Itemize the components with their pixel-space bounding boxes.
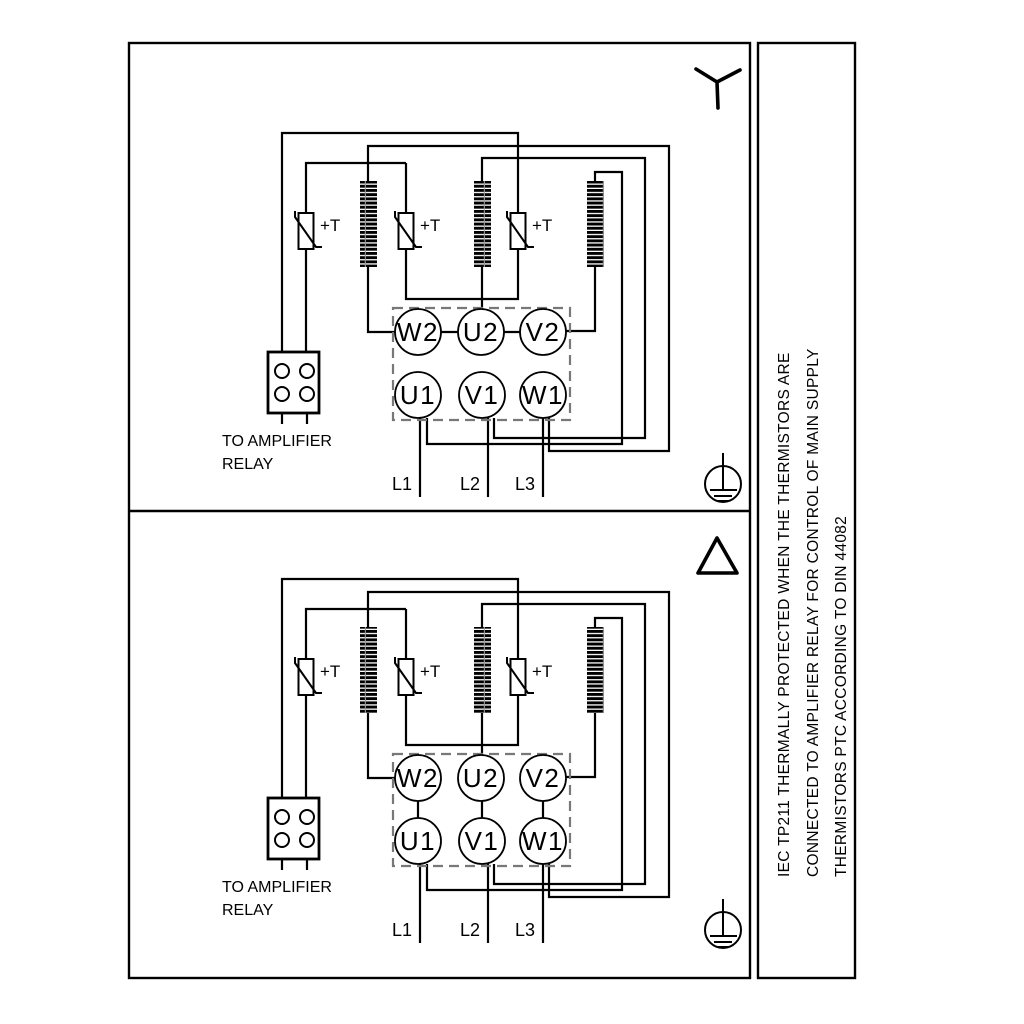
winding-coil (587, 181, 604, 267)
terminal-label: U1 (399, 380, 437, 410)
terminal-w2 (395, 309, 441, 355)
terminal-w1 (520, 818, 566, 864)
terminal-label: V1 (464, 826, 500, 856)
note-line-3: THERMISTORS PTC ACCORDING TO DIN 44082 (833, 515, 850, 877)
terminal-label: U2 (462, 317, 500, 347)
terminal-label: W2 (397, 763, 439, 793)
winding-coil (587, 627, 604, 713)
note-line-2: CONNECTED TO AMPLIFIER RELAY FOR CONTROL OF MAIN SUPPLY (805, 348, 822, 877)
thermistor-label: +T (320, 216, 341, 235)
winding-coil (360, 627, 377, 713)
terminal-u2 (458, 755, 504, 801)
terminal-u2 (458, 309, 504, 355)
terminal-v1 (459, 818, 505, 864)
supply-label-l3: L3 (514, 920, 535, 940)
terminal-v2 (520, 309, 566, 355)
terminal-label: V1 (464, 380, 500, 410)
thermistor-label: +T (532, 216, 553, 235)
supply-label-l2: L2 (459, 920, 480, 940)
thermistor-label: +T (532, 662, 553, 681)
relay-caption-line2: RELAY (222, 902, 274, 919)
terminal-label: W1 (522, 826, 564, 856)
thermistor-label: +T (420, 216, 441, 235)
winding-coil (474, 627, 491, 713)
relay-caption-line2: RELAY (222, 456, 274, 473)
terminal-label: U2 (462, 763, 500, 793)
thermistor-label: +T (320, 662, 341, 681)
relay-caption-line1: TO AMPLIFIER (222, 433, 332, 450)
thermistor-label: +T (420, 662, 441, 681)
supply-label-l3: L3 (514, 474, 535, 494)
supply-label-l1: L1 (391, 920, 412, 940)
winding-coil (360, 181, 377, 267)
terminal-w1 (520, 372, 566, 418)
terminal-label: W2 (397, 317, 439, 347)
terminal-label: V2 (525, 763, 561, 793)
relay-caption-line1: TO AMPLIFIER (222, 879, 332, 896)
winding-coil (474, 181, 491, 267)
terminal-v1 (459, 372, 505, 418)
terminal-v2 (520, 755, 566, 801)
terminal-w2 (395, 755, 441, 801)
terminal-u1 (395, 818, 441, 864)
terminal-label: U1 (399, 826, 437, 856)
supply-label-l1: L1 (391, 474, 412, 494)
terminal-u1 (395, 372, 441, 418)
note-line-1: IEC TP211 THERMALLY PROTECTED WHEN THE THERMISTORS ARE (776, 352, 793, 877)
terminal-label: W1 (522, 380, 564, 410)
terminal-label: V2 (525, 317, 561, 347)
supply-label-l2: L2 (459, 474, 480, 494)
